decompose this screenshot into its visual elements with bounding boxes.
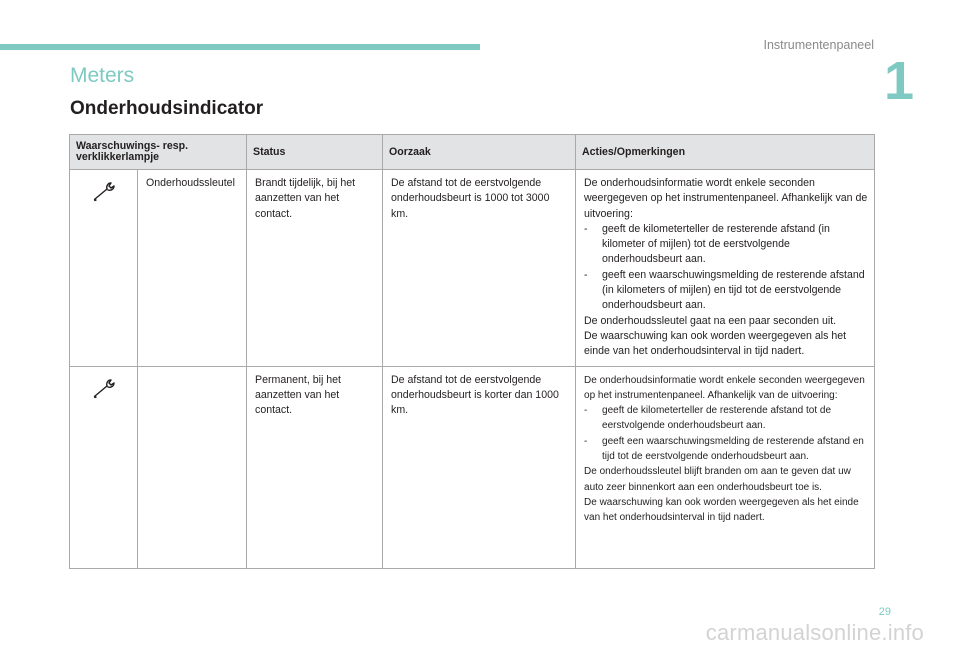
- page-title: Meters: [70, 64, 135, 87]
- lamp-name: [138, 366, 247, 568]
- actions-note: De onderhoudssleutel blijft branden om aan te geven dat uw auto zeer binnenkort aan een onderhoudsbeurt toe is.: [584, 466, 851, 493]
- chapter-number: 1: [883, 51, 914, 111]
- column-header-actions: Acties/Opmerkingen: [576, 135, 875, 170]
- wrench-icon: [92, 193, 118, 205]
- column-header-status: Status: [247, 135, 383, 170]
- cause-cell: De afstand tot de eerstvolgende onderhoudsbeurt is 1000 tot 3000 km.: [383, 170, 576, 367]
- lamp-icon-cell: [70, 170, 138, 367]
- page-number: 29: [878, 606, 891, 618]
- top-accent-bar: [0, 44, 480, 50]
- status-cell: Brandt tijdelijk, bij het aanzetten van het contact.: [247, 170, 383, 367]
- status-cell: Permanent, bij het aanzetten van het contact.: [247, 366, 383, 568]
- actions-bullet: - geeft de kilometerteller de resterende afstand (in kilometer of mijlen) tot de eerstvolgende onderhoudsbeurt aan.: [584, 222, 830, 266]
- column-header-lamp: Waarschuwings- resp. verklikkerlampje: [70, 135, 247, 170]
- actions-bullet: - geeft een waarschuwingsmelding de resterende afstand en tijd tot de eerstvolgende onderhoudsbeurt aan.: [584, 435, 864, 463]
- actions-cell: [576, 170, 875, 367]
- actions-cell: [576, 366, 875, 568]
- table-header-row: [70, 135, 875, 170]
- actions-bullet: - geeft een waarschuwingsmelding de resterende afstand (in kilometers of mijlen) en tijd tot de eerstvolgende onderhoudsbeurt aan.: [584, 268, 865, 312]
- table-row: [70, 170, 875, 367]
- cause-cell: De afstand tot de eerstvolgende onderhoudsbeurt is korter dan 1000 km.: [383, 366, 576, 568]
- indicator-table: [69, 134, 875, 569]
- lamp-name: Onderhoudssleutel: [138, 170, 247, 367]
- actions-note: De onderhoudssleutel gaat na een paar seconden uit.: [584, 314, 837, 327]
- actions-note: De waarschuwing kan ook worden weergegeven als het einde van het onderhoudsinterval in tijd nadert.: [584, 496, 859, 524]
- wrench-icon: [92, 390, 118, 402]
- actions-bullet: - geeft de kilometerteller de resterende afstand tot de eerstvolgende onderhoudsbeurt aan.: [584, 405, 832, 432]
- column-header-cause: Oorzaak: [383, 135, 576, 170]
- page-subtitle: Onderhoudsindicator: [70, 98, 264, 119]
- lamp-icon-cell: [70, 366, 138, 568]
- section-title: Instrumentenpaneel: [763, 38, 874, 52]
- actions-note: De waarschuwing kan ook worden weergegeven als het einde van het onderhoudsinterval in tijd nadert.: [584, 329, 847, 358]
- actions-intro: De onderhoudsinformatie wordt enkele seconden weergegeven op het instrumentenpaneel. Afhankelijk van de uitvoering:: [584, 177, 868, 220]
- table-row: [70, 366, 875, 568]
- watermark: carmanualsonline.info: [705, 620, 924, 645]
- actions-intro: De onderhoudsinformatie wordt enkele seconden weergegeven op het instrumentenpaneel. Afhankelijk van de uitvoering:: [584, 374, 865, 401]
